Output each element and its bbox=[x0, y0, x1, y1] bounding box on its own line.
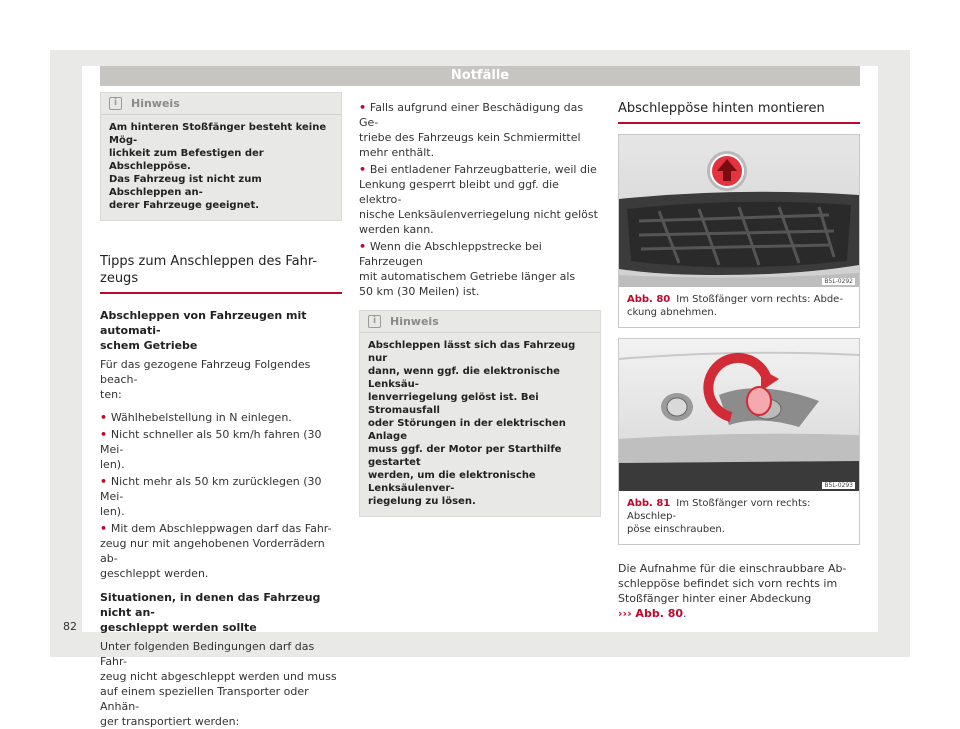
figure-81 bbox=[618, 338, 860, 545]
text-line: zeug nur mit angehobenen Vorderrädern ab- bbox=[100, 537, 325, 565]
bullet-item bbox=[359, 100, 601, 160]
bullet-icon: • bbox=[100, 522, 111, 535]
caption-line: Im Stoßfänger vorn rechts: Abde- bbox=[676, 294, 843, 305]
info-icon: i bbox=[109, 97, 122, 110]
section-title-line: Tipps zum Anschleppen des Fahr- bbox=[100, 254, 318, 269]
bumper-cover-illustration bbox=[619, 135, 859, 287]
caption-line: pöse einschrauben. bbox=[627, 524, 725, 535]
text-line: len). bbox=[100, 505, 125, 518]
subheading bbox=[100, 590, 342, 635]
note-header bbox=[360, 311, 600, 333]
note-line: derer Fahrzeuge geeignet. bbox=[109, 200, 260, 211]
text-line: len). bbox=[100, 458, 125, 471]
subheading-line: Situationen, in denen das Fahrzeug nicht an- bbox=[100, 591, 321, 619]
figure-caption bbox=[619, 491, 859, 544]
text-line: zeug nicht abgeschleppt werden und muss bbox=[100, 670, 337, 683]
subheading-line: geschleppt werden sollte bbox=[100, 621, 257, 634]
text-line: 50 km (30 Meilen) ist. bbox=[359, 285, 480, 298]
bullet-item bbox=[359, 239, 601, 299]
text-line: mehr enthält. bbox=[359, 146, 435, 159]
column-2 bbox=[359, 100, 601, 517]
note-line: Das Fahrzeug ist nicht zum Abschleppen an- bbox=[109, 174, 262, 198]
intro-paragraph bbox=[100, 357, 342, 402]
chapter-header bbox=[100, 66, 860, 86]
chapter-title: Notfälle bbox=[450, 68, 510, 83]
text-line: schleppöse befindet sich vorn rechts im bbox=[618, 577, 838, 590]
bullet-item bbox=[100, 521, 342, 581]
bullet-item bbox=[359, 162, 601, 237]
text-line: Nicht schneller als 50 km/h fahren (30 Mei- bbox=[100, 428, 322, 456]
section-title bbox=[618, 100, 860, 124]
column-1 bbox=[100, 92, 342, 729]
section-title bbox=[100, 253, 342, 294]
paragraph bbox=[100, 639, 342, 729]
figure-80 bbox=[618, 134, 860, 328]
text-line: Unter folgenden Bedingungen darf das Fahr- bbox=[100, 640, 315, 668]
text-line: Nicht mehr als 50 km zurücklegen (30 Mei- bbox=[100, 475, 322, 503]
text-line: Stoßfänger hinter einer Abdeckung bbox=[618, 592, 812, 605]
note-line: lichkeit zum Befestigen der Abschleppöse. bbox=[109, 148, 264, 172]
link-suffix: . bbox=[683, 607, 687, 620]
note-box bbox=[100, 92, 342, 221]
section-title-line: zeugs bbox=[100, 271, 139, 286]
note-body bbox=[360, 333, 600, 516]
note-line: riegelung zu lösen. bbox=[368, 496, 476, 507]
tow-eye-illustration bbox=[619, 339, 859, 491]
text-line: triebe des Fahrzeugs kein Schmiermittel bbox=[359, 131, 581, 144]
subheading-line: Abschleppen von Fahrzeugen mit automati- bbox=[100, 309, 307, 337]
text-line: auf einem speziellen Transporter oder Anhän- bbox=[100, 685, 309, 713]
bullet-icon: • bbox=[100, 475, 111, 488]
note-line: Am hinteren Stoßfänger besteht keine Mög- bbox=[109, 122, 327, 146]
bullet-item bbox=[100, 427, 342, 472]
text-line: Wenn die Abschleppstrecke bei Fahrzeugen bbox=[359, 240, 542, 268]
paragraph bbox=[618, 561, 860, 621]
text-line: Die Aufnahme für die einschraubbare Ab- bbox=[618, 562, 847, 575]
bullet-icon: • bbox=[359, 163, 370, 176]
section-title-text: Abschleppöse hinten montieren bbox=[618, 101, 825, 116]
note-header bbox=[101, 93, 341, 115]
text-line: Falls aufgrund einer Beschädigung das Ge- bbox=[359, 101, 584, 129]
note-line: oder Störungen in der elektrischen Anlage bbox=[368, 418, 566, 442]
bullet-icon: • bbox=[100, 411, 111, 424]
figure-link[interactable]: ››› Abb. 80 bbox=[618, 607, 684, 620]
note-label: Hinweis bbox=[131, 97, 180, 110]
bullet-item bbox=[100, 410, 342, 425]
figure-ref: Abb. 80 bbox=[627, 294, 671, 305]
figure-code: B5L-0292 bbox=[824, 278, 853, 285]
bullet-icon: • bbox=[100, 428, 111, 441]
text-line: mit automatischem Getriebe länger als bbox=[359, 270, 576, 283]
bullet-icon: • bbox=[359, 101, 370, 114]
bullet-item bbox=[100, 474, 342, 519]
note-line: Abschleppen lässt sich das Fahrzeug nur bbox=[368, 340, 576, 364]
text-line: Lenkung gesperrt bleibt und ggf. die elektro- bbox=[359, 178, 559, 206]
text-line: Wählhebelstellung in N einlegen. bbox=[110, 411, 292, 424]
bumper-cover-image bbox=[619, 135, 859, 287]
note-body bbox=[101, 115, 341, 220]
info-icon: i bbox=[368, 315, 381, 328]
subheading-line: schem Getriebe bbox=[100, 339, 198, 352]
figure-code: B5L-0293 bbox=[824, 482, 853, 489]
text-line: ger transportiert werden: bbox=[100, 715, 240, 728]
text-line: geschleppt werden. bbox=[100, 567, 209, 580]
column-3 bbox=[618, 92, 860, 621]
text-line: werden kann. bbox=[359, 223, 434, 236]
text-line: Bei entladener Fahrzeugbatterie, weil die bbox=[369, 163, 597, 176]
text-line: ten: bbox=[100, 388, 122, 401]
caption-line: ckung abnehmen. bbox=[627, 307, 717, 318]
page-number: 82 bbox=[63, 620, 77, 633]
tow-eye-image bbox=[619, 339, 859, 491]
note-label: Hinweis bbox=[390, 315, 439, 328]
caption-line: Im Stoßfänger vorn rechts: Abschlep- bbox=[627, 498, 811, 522]
note-line: dann, wenn ggf. die elektronische Lenksäu- bbox=[368, 366, 560, 390]
figure-ref: Abb. 81 bbox=[627, 498, 671, 509]
note-box bbox=[359, 310, 601, 517]
note-line: muss ggf. der Motor per Starthilfe gestartet bbox=[368, 444, 562, 468]
note-line: werden, um die elektronische Lenksäulenver- bbox=[368, 470, 536, 494]
bullet-icon: • bbox=[359, 240, 370, 253]
text-line: Mit dem Abschleppwagen darf das Fahr- bbox=[110, 522, 332, 535]
subheading bbox=[100, 308, 342, 353]
text-line: nische Lenksäulenverriegelung nicht gelöst bbox=[359, 208, 598, 221]
text-line: Für das gezogene Fahrzeug Folgendes beach- bbox=[100, 358, 311, 386]
note-line: lenverriegelung gelöst ist. Bei Stromausfall bbox=[368, 392, 539, 416]
figure-caption bbox=[619, 287, 859, 327]
